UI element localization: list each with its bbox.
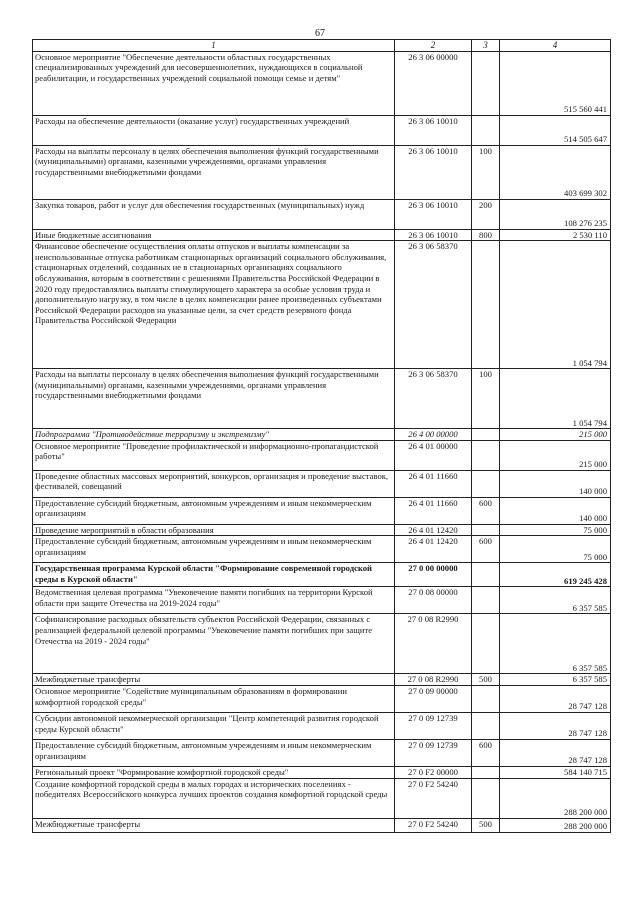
row-code: 26 4 01 12420: [395, 536, 472, 563]
row-name: Создание комфортной городской среды в малых городах и исторических поселениях - победителях Всероссийского конкурса лучших проектов создания комфортной городской среды: [33, 778, 395, 818]
row-name: Подпрограмма "Противодействие терроризму и экстремизму": [33, 429, 395, 441]
row-name: Закупка товаров, работ и услуг для обеспечения государственных (муниципальных) нужд: [33, 199, 395, 229]
table-row: [33, 369, 611, 429]
table-row: [33, 818, 611, 832]
row-name: Расходы на обеспечение деятельности (оказание услуг) государственных учреждений: [33, 115, 395, 145]
row-name: Предоставление субсидий бюджетным, автономным учреждениям и иным некоммерческим организациям: [33, 497, 395, 524]
row-expense-type: 800: [472, 229, 500, 241]
row-expense-type: [472, 614, 500, 674]
row-expense-type: [472, 778, 500, 818]
row-expense-type: [472, 115, 500, 145]
table-row: [33, 440, 611, 470]
row-amount: 215 000: [500, 440, 611, 470]
row-expense-type: [472, 524, 500, 536]
table-row: [33, 241, 611, 369]
row-code: 27 0 08 R2990: [395, 674, 472, 686]
row-name: Основное мероприятие "Содействие муниципальным образованиям в формировании комфортной городской среды": [33, 685, 395, 712]
row-name: Проведение областных массовых мероприятий, конкурсов, организация и проведение выставок, фестивалей, совещаний: [33, 470, 395, 497]
row-code: 26 4 01 00000: [395, 440, 472, 470]
budget-table: [32, 39, 611, 833]
table-row: [33, 614, 611, 674]
row-code: 27 0 09 12739: [395, 739, 472, 766]
table-row: [33, 145, 611, 199]
row-expense-type: 200: [472, 199, 500, 229]
row-amount: 75 000: [500, 536, 611, 563]
row-expense-type: 600: [472, 536, 500, 563]
row-expense-type: 600: [472, 497, 500, 524]
row-code: 27 0 F2 54240: [395, 818, 472, 832]
row-amount: 2 530 110: [500, 229, 611, 241]
row-name: Межбюджетные трансферты: [33, 818, 395, 832]
table-row: [33, 536, 611, 563]
row-name: Иные бюджетные ассигнования: [33, 229, 395, 241]
row-code: 26 3 06 10010: [395, 199, 472, 229]
row-amount: 288 200 000: [500, 778, 611, 818]
row-amount: 140 000: [500, 470, 611, 497]
row-expense-type: [472, 51, 500, 115]
row-code: 26 3 06 10010: [395, 115, 472, 145]
row-name: Региональный проект "Формирование комфортной городской среды": [33, 766, 395, 778]
row-code: 26 3 06 10010: [395, 145, 472, 199]
row-code: 27 0 09 00000: [395, 685, 472, 712]
row-name: Предоставление субсидий бюджетным, автономным учреждениям и иным некоммерческим организациям: [33, 536, 395, 563]
row-amount: 108 276 235: [500, 199, 611, 229]
row-name: Проведение мероприятий в области образования: [33, 524, 395, 536]
table-row: [33, 229, 611, 241]
table-row: [33, 674, 611, 686]
row-code: 27 0 F2 54240: [395, 778, 472, 818]
table-row: [33, 778, 611, 818]
row-expense-type: [472, 712, 500, 739]
row-expense-type: 100: [472, 145, 500, 199]
row-code: 26 3 06 58370: [395, 241, 472, 369]
row-amount: 584 140 715: [500, 766, 611, 778]
header-col-4: 4: [500, 40, 611, 52]
row-name: Основное мероприятие "Проведение профилактической и информационно-пропагандистской работы": [33, 440, 395, 470]
table-row: [33, 51, 611, 115]
table-row: [33, 685, 611, 712]
header-col-1: 1: [33, 40, 395, 52]
table-row: [33, 587, 611, 614]
row-code: 26 4 01 11660: [395, 470, 472, 497]
row-expense-type: [472, 587, 500, 614]
row-expense-type: [472, 563, 500, 587]
page-number: 67: [315, 28, 325, 39]
row-name: Межбюджетные трансферты: [33, 674, 395, 686]
row-code: 27 0 F2 00000: [395, 766, 472, 778]
table-row: [33, 115, 611, 145]
row-expense-type: [472, 440, 500, 470]
row-amount: 28 747 128: [500, 739, 611, 766]
table-row: [33, 524, 611, 536]
table-row: [33, 712, 611, 739]
row-expense-type: 500: [472, 818, 500, 832]
row-amount: 6 357 585: [500, 674, 611, 686]
table-header-row: [33, 40, 611, 52]
row-expense-type: [472, 766, 500, 778]
row-amount: 28 747 128: [500, 712, 611, 739]
row-amount: 6 357 585: [500, 614, 611, 674]
table-row: [33, 739, 611, 766]
row-code: 26 3 06 00000: [395, 51, 472, 115]
row-name: Финансовое обеспечение осуществления оплаты отпусков и выплаты компенсации за неиспользованные отпуска работникам стационарных организаций социального обслуживания, стационарных отделений, созданных не в стационарных организациях социального обслуживания, которым в соответствии с решениями Правительства Российской Федерации в 2020 году предоставлялись выплаты стимулирующего характера за особые условия труда и дополнительную нагрузку, в том числе в целях компенсации ранее произведенных субъектами Российской Федерации расходов на указанные цели, за счет средств резервного фонда Правительства Российской Федерации: [33, 241, 395, 369]
row-amount: 215 000: [500, 429, 611, 441]
header-col-3: 3: [472, 40, 500, 52]
row-name: Государственная программа Курской области "Формирование современной городской среды в Курской области": [33, 563, 395, 587]
header-col-2: 2: [395, 40, 472, 52]
row-code: 27 0 09 12739: [395, 712, 472, 739]
table-row: [33, 497, 611, 524]
row-amount: 6 357 585: [500, 587, 611, 614]
row-code: 27 0 08 00000: [395, 587, 472, 614]
table-body: [33, 51, 611, 832]
row-name: Расходы на выплаты персоналу в целях обеспечения выполнения функций государственными (муниципальными) органами, казенными учреждениями, органами управления государственными внебюджетными фондами: [33, 145, 395, 199]
row-expense-type: [472, 429, 500, 441]
row-amount: 75 000: [500, 524, 611, 536]
table-row: [33, 199, 611, 229]
row-amount: 288 200 000: [500, 818, 611, 832]
row-amount: 140 000: [500, 497, 611, 524]
table-row: [33, 563, 611, 587]
row-expense-type: [472, 685, 500, 712]
row-name: Основное мероприятие "Обеспечение деятельности областных государственных специализированных учреждений для несовершеннолетних, нуждающихся в социальной реабилитации, и государственных учреждений социальной помощи семье и детям": [33, 51, 395, 115]
row-code: 27 0 08 R2990: [395, 614, 472, 674]
table-row: [33, 470, 611, 497]
row-code: 26 4 00 00000: [395, 429, 472, 441]
row-amount: 514 505 647: [500, 115, 611, 145]
row-code: 26 4 01 11660: [395, 497, 472, 524]
table-row: [33, 429, 611, 441]
row-amount: 515 560 441: [500, 51, 611, 115]
row-code: 26 3 06 10010: [395, 229, 472, 241]
row-amount: 1 054 794: [500, 241, 611, 369]
row-name: Предоставление субсидий бюджетным, автономным учреждениям и иным некоммерческим организациям: [33, 739, 395, 766]
row-code: 27 0 00 00000: [395, 563, 472, 587]
row-expense-type: 500: [472, 674, 500, 686]
row-amount: 403 699 302: [500, 145, 611, 199]
row-name: Расходы на выплаты персоналу в целях обеспечения выполнения функций государственными (муниципальными) органами, казенными учреждениями, органами управления государственными внебюджетными фондами: [33, 369, 395, 429]
row-expense-type: 100: [472, 369, 500, 429]
row-name: Софинансирование расходных обязательств субъектов Российской Федерации, связанных с реализацией федеральной целевой программы "Увековечение памяти погибших при защите Отечества на 2019 - 2024 годы": [33, 614, 395, 674]
row-amount: 28 747 128: [500, 685, 611, 712]
row-expense-type: 600: [472, 739, 500, 766]
row-expense-type: [472, 241, 500, 369]
table-row: [33, 766, 611, 778]
row-name: Ведомственная целевая программа "Увековечение памяти погибших на территории Курской области при защите Отечества на 2019-2024 годы": [33, 587, 395, 614]
row-expense-type: [472, 470, 500, 497]
row-name: Субсидии автономной некоммерческой организации "Центр компетенций развития городской среды Курской области": [33, 712, 395, 739]
row-amount: 1 054 794: [500, 369, 611, 429]
row-code: 26 3 06 58370: [395, 369, 472, 429]
row-amount: 619 245 428: [500, 563, 611, 587]
row-code: 26 4 01 12420: [395, 524, 472, 536]
